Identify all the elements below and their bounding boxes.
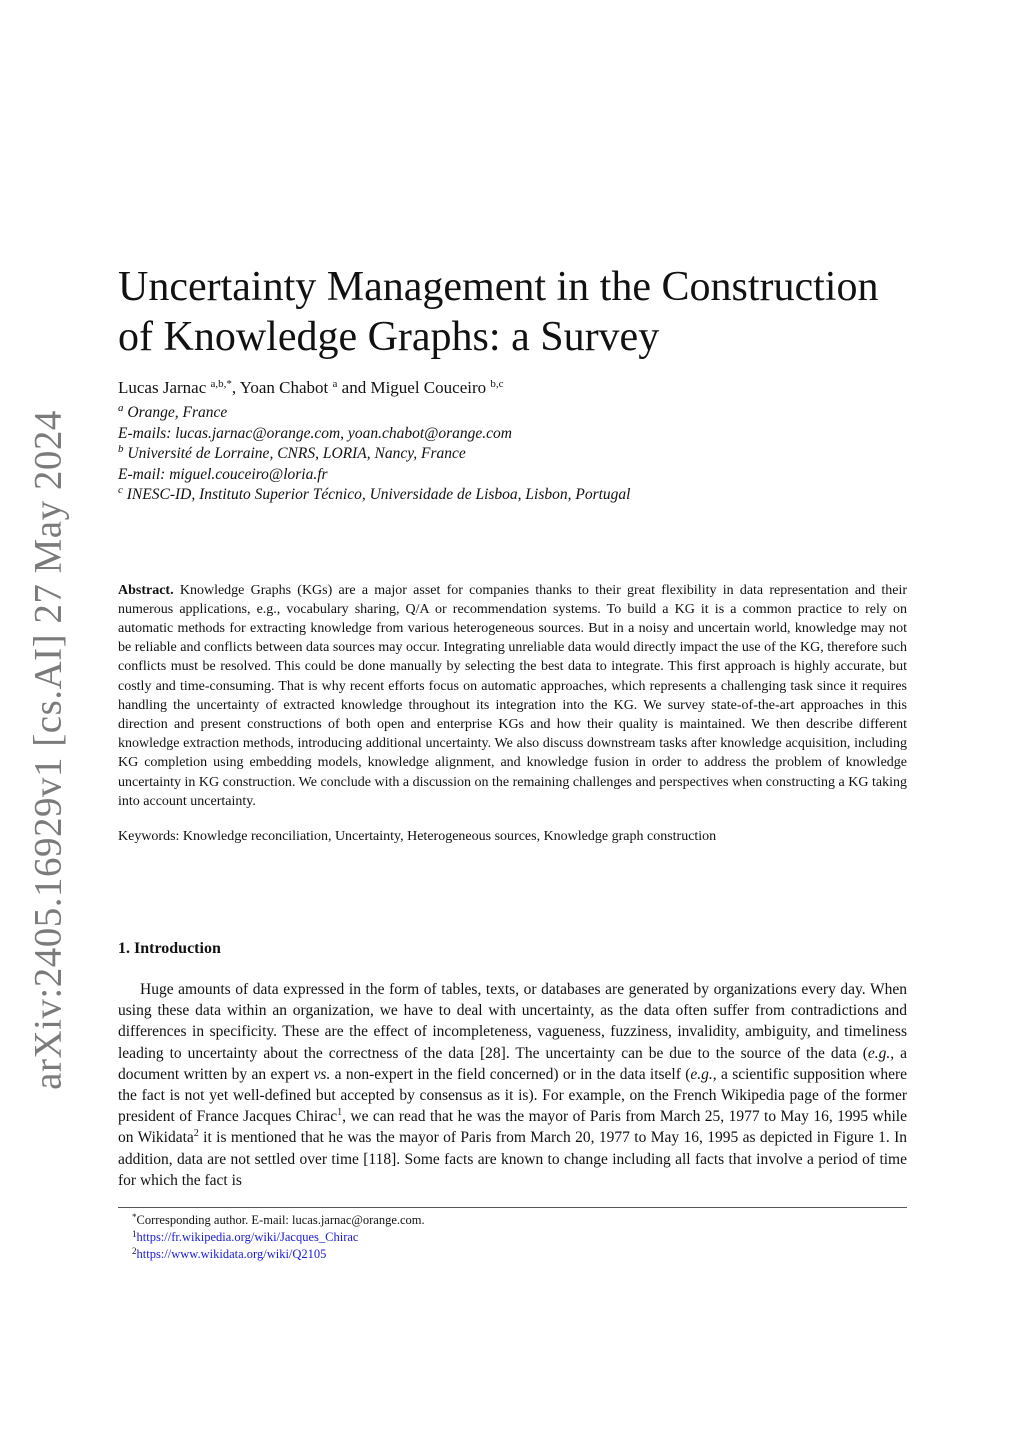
footnote-link[interactable]: https://www.wikidata.org/wiki/Q2105 bbox=[136, 1247, 327, 1261]
footnote-mark: 1 bbox=[132, 1229, 137, 1239]
footnote-mark: * bbox=[132, 1212, 137, 1222]
affiliation-line bbox=[118, 485, 907, 506]
paper-first-page bbox=[118, 262, 907, 1191]
keywords: Keywords: Knowledge reconciliation, Uncertainty, Heterogeneous sources, Knowledge graph construction bbox=[118, 828, 717, 844]
introduction-paragraph bbox=[118, 979, 907, 1191]
footnote-link[interactable]: https://fr.wikipedia.org/wiki/Jacques_Chirac bbox=[136, 1230, 359, 1244]
arxiv-identifier-text: arXiv:2405.16929v1 [cs.AI] 27 May 2024 bbox=[26, 410, 70, 1090]
body-text-italic: e.g., bbox=[867, 1044, 895, 1062]
body-text-run: Huge amounts of data expressed in the form of tables, texts, or databases are generated by organizations every day. When using these data within an organization, we have to deal with uncertainty, as the data often suffer from contradictions and differences in specificity. These are the effect of incompleteness, vagueness, fuzziness, invalidity, ambiguity, and timeliness leading to uncertainty about the correctness of the data [28]. The uncertainty can be due to the source of the data ( bbox=[118, 980, 907, 1062]
title-line-1: Uncertainty Management in the Construction bbox=[118, 264, 879, 310]
body-text-run: it is mentioned that he was the mayor of Paris from March 20, 1977 to May 16, 1995 as depicted in Figure 1. In addition, data are not settled over time [118]. Some facts are known to change including all facts that involve a period of time for which the fact is bbox=[118, 1129, 907, 1189]
abstract-label: Abstract. bbox=[118, 582, 174, 598]
affiliation-text: E-mail: miguel.couceiro@loria.fr bbox=[118, 465, 328, 483]
author-list bbox=[118, 377, 907, 399]
affiliation-email-line bbox=[118, 424, 907, 445]
title-line-2: of Knowledge Graphs: a Survey bbox=[118, 314, 660, 360]
footnote-mark: 2 bbox=[132, 1246, 137, 1256]
author-separator: and bbox=[337, 378, 371, 397]
affiliation-line bbox=[118, 403, 907, 424]
footnote bbox=[132, 1246, 425, 1263]
footnote bbox=[132, 1212, 425, 1229]
footnote-text: Corresponding author. E-mail: lucas.jarnac@orange.com. bbox=[136, 1213, 425, 1227]
author-affiliation-mark: a,b,* bbox=[210, 378, 232, 390]
section-heading: 1. Introduction bbox=[118, 939, 221, 957]
affiliation-text: Université de Lorraine, CNRS, LORIA, Nancy, France bbox=[127, 445, 466, 462]
affiliation-mark: a bbox=[118, 402, 124, 414]
footnote-divider bbox=[118, 1207, 907, 1208]
body-text-run: a document written by an expert bbox=[118, 1044, 907, 1083]
author-name: Miguel Couceiro bbox=[370, 378, 487, 397]
author-affiliation-mark: a bbox=[332, 378, 338, 390]
affiliation-email-line bbox=[118, 465, 907, 486]
author-separator: , bbox=[231, 378, 240, 397]
footnotes bbox=[132, 1212, 425, 1263]
affiliation-text: INESC-ID, Instituto Superior Técnico, Universidade de Lisboa, Lisbon, Portugal bbox=[126, 486, 631, 503]
body-text-italic: e.g., bbox=[690, 1065, 717, 1083]
body-text-run: a scientific supposition where the fact is not yet well-defined but accepted by consensus as it is). For example, on the French Wikipedia page of the former president of France Jacques Chirac bbox=[118, 1065, 907, 1126]
body-text-run: , we can read that he was the mayor of Paris from March 25, 1977 to May 16, 1995 while on Wikidata bbox=[118, 1108, 907, 1147]
author-affiliation-mark: b,c bbox=[490, 378, 504, 390]
footnote bbox=[132, 1229, 425, 1246]
abstract-text: Knowledge Graphs (KGs) are a major asset for companies thanks to their great flexibility in data representation and their numerous applications, e.g., vocabulary sharing, Q/A or recommendation systems. To build a KG it is a common practice to rely on automatic methods for extracting knowledge from various heterogeneous sources. But in a noisy and uncertain world, knowledge may not be reliable and conflicts between data sources may occur. Integrating unreliable data would directly impact the use of the KG, therefore such conflicts must be resolved. This could be done manually by selecting the best data to integrate. This first approach is highly accurate, but costly and time-consuming. That is why recent efforts focus on automatic approaches, which represents a challenging task since it requires handling the uncertainty of extracted knowledge throughout its integration into the KG. We survey state-of-the-art approaches in this direction and present constructions of both open and enterprise KGs and how their quality is maintained. We then describe different knowledge extraction methods, introducing additional uncertainty. We also discuss downstream tasks after knowledge acquisition, including KG completion using embedding models, knowledge alignment, and knowledge fusion in order to address the problem of knowledge uncertainty in KG construction. We conclude with a discussion on the remaining challenges and perspectives when constructing a KG taking into account uncertainty. bbox=[118, 582, 907, 809]
affiliation-line bbox=[118, 444, 907, 465]
paper-title bbox=[118, 262, 907, 362]
footnote-reference[interactable]: 1 bbox=[337, 1107, 343, 1119]
affiliation-text: E-mails: lucas.jarnac@orange.com, yoan.chabot@orange.com bbox=[118, 424, 512, 442]
author-name: Yoan Chabot bbox=[239, 378, 329, 397]
affiliation-mark: b bbox=[118, 443, 124, 455]
affiliation-mark: c bbox=[118, 484, 123, 496]
author-name: Lucas Jarnac bbox=[118, 378, 207, 397]
body-text-italic: vs. bbox=[313, 1065, 331, 1083]
body-text-run: a non-expert in the field concerned) or in the data itself ( bbox=[330, 1065, 691, 1083]
footnote-reference[interactable]: 2 bbox=[193, 1128, 199, 1140]
affiliation-text: Orange, France bbox=[127, 404, 228, 421]
abstract bbox=[118, 581, 907, 811]
